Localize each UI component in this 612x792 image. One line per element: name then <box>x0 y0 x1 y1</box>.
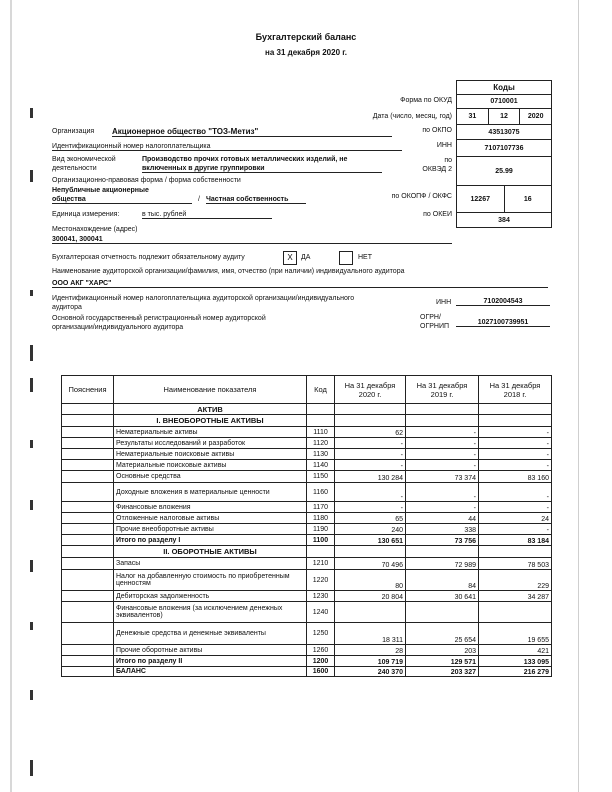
notes-cell <box>62 667 114 677</box>
value-2018: - <box>479 460 552 471</box>
notes-cell <box>62 513 114 524</box>
header-2019: На 31 декабря 2019 г. <box>406 376 479 404</box>
row-code: 1230 <box>307 591 335 602</box>
value-2019: 203 <box>406 645 479 656</box>
value-2020: - <box>335 483 406 502</box>
audit-question: Бухгалтерская отчетность подлежит обязательному аудиту <box>52 254 245 261</box>
value-2018: 19 655 <box>479 623 552 645</box>
location-value: 300041, 300041 <box>52 236 452 244</box>
value-2020: 240 <box>335 524 406 535</box>
page-left-edge <box>10 0 12 792</box>
table-row <box>62 645 552 656</box>
row-code: 1160 <box>307 483 335 502</box>
value-2018: 78 503 <box>479 558 552 570</box>
okopf-value: 12267 <box>457 186 505 212</box>
value-2019 <box>406 602 479 623</box>
value-2019: 203 327 <box>406 667 479 677</box>
date-day: 31 <box>457 109 489 124</box>
section1-title-row <box>62 415 552 427</box>
value-2019: 25 654 <box>406 623 479 645</box>
auditor-inn-short: ИНН <box>436 299 452 306</box>
audit-yes-checkbox[interactable]: X <box>283 251 297 265</box>
table-row <box>62 535 552 546</box>
okved-label-2: ОКВЭД 2 <box>422 166 452 173</box>
row-code: 1200 <box>307 656 335 667</box>
okopf-code <box>457 186 551 213</box>
row-name: Финансовые вложения <box>114 502 307 513</box>
okud-code: 0710001 <box>457 95 551 109</box>
empty-cell <box>479 415 552 427</box>
codes-header: Коды <box>457 81 551 95</box>
inn-code: 7107107736 <box>457 140 551 157</box>
notes-cell <box>62 591 114 602</box>
row-code: 1600 <box>307 667 335 677</box>
row-name: Запасы <box>114 558 307 570</box>
row-code: 1170 <box>307 502 335 513</box>
location-label: Местонахождение (адрес) <box>52 226 138 233</box>
form-value-2: общества <box>52 196 192 204</box>
audit-yes-label: ДА <box>301 254 311 261</box>
table-row <box>62 591 552 602</box>
value-2019: - <box>406 438 479 449</box>
row-code: 1140 <box>307 460 335 471</box>
okved-label-1: по <box>444 157 452 164</box>
section2-title-row <box>62 546 552 558</box>
table-row <box>62 602 552 623</box>
section2-title-row-label: II. ОБОРОТНЫЕ АКТИВЫ <box>114 546 307 558</box>
audit-no-label: НЕТ <box>358 254 372 261</box>
notes-cell <box>62 645 114 656</box>
okopf-label: по ОКОПФ / ОКФС <box>391 193 452 200</box>
value-2019: 44 <box>406 513 479 524</box>
form-slash: / <box>198 196 200 203</box>
value-2019: 338 <box>406 524 479 535</box>
header-name: Наименование показателя <box>114 376 307 404</box>
row-name: Прочие внеоборотные активы <box>114 524 307 535</box>
row-name: Итого по разделу I <box>114 535 307 546</box>
table-row <box>62 656 552 667</box>
activity-value-2: включенных в другие группировки <box>142 165 382 173</box>
row-name: Основные средства <box>114 471 307 483</box>
ownership-value: Частная собственность <box>206 196 306 204</box>
header-2020: На 31 декабря 2020 г. <box>335 376 406 404</box>
notes-cell <box>62 558 114 570</box>
row-code: 1220 <box>307 570 335 591</box>
notes-cell <box>62 502 114 513</box>
table-row <box>62 513 552 524</box>
table-row <box>62 471 552 483</box>
activity-label-1: Вид экономической <box>52 156 116 163</box>
form-value-1: Непубличные акционерные <box>52 187 149 194</box>
row-name: Нематериальные поисковые активы <box>114 449 307 460</box>
row-code: 1260 <box>307 645 335 656</box>
row-code: 1180 <box>307 513 335 524</box>
okei-code: 384 <box>498 216 510 224</box>
row-code: 1100 <box>307 535 335 546</box>
value-2020: 28 <box>335 645 406 656</box>
empty-cell <box>335 546 406 558</box>
value-2020: 130 284 <box>335 471 406 483</box>
value-2020: - <box>335 460 406 471</box>
value-2020: 62 <box>335 427 406 438</box>
value-2020: - <box>335 502 406 513</box>
table-row <box>62 558 552 570</box>
notes-cell <box>62 415 114 427</box>
table-row <box>62 438 552 449</box>
row-code: 1120 <box>307 438 335 449</box>
empty-cell <box>307 415 335 427</box>
empty-cell <box>335 415 406 427</box>
activity-label-2: деятельности <box>52 165 97 172</box>
value-2020: 20 804 <box>335 591 406 602</box>
notes-cell <box>62 471 114 483</box>
empty-cell <box>307 546 335 558</box>
value-2018: - <box>479 483 552 502</box>
notes-cell <box>62 449 114 460</box>
form-label: Организационно-правовая форма / форма собственности <box>52 177 241 184</box>
unit-value: в тыс. рублей <box>142 211 272 219</box>
auditor-name: ООО АКГ "ХАРС" <box>52 280 548 288</box>
value-2020: - <box>335 449 406 460</box>
row-code: 1250 <box>307 623 335 645</box>
value-2019: 30 641 <box>406 591 479 602</box>
value-2019: 73 374 <box>406 471 479 483</box>
notes-cell <box>62 656 114 667</box>
org-name: Акционерное общество "ТОЗ-Метиз" <box>112 127 392 137</box>
notes-cell <box>62 404 114 415</box>
value-2019: - <box>406 483 479 502</box>
balance-table <box>61 375 552 677</box>
empty-cell <box>406 546 479 558</box>
empty-cell <box>335 404 406 415</box>
auditor-inn-label-2: аудитора <box>52 304 82 311</box>
notes-cell <box>62 546 114 558</box>
ogrn-short-2: ОГРНИП <box>420 323 450 330</box>
value-2020: 65 <box>335 513 406 524</box>
row-name: Дебиторская задолженность <box>114 591 307 602</box>
value-2020: 109 719 <box>335 656 406 667</box>
okei-label: по ОКЕИ <box>423 211 452 218</box>
row-name: Денежные средства и денежные эквиваленты <box>114 623 307 645</box>
table-row <box>62 460 552 471</box>
okfs-value: 16 <box>523 195 532 203</box>
value-2018: - <box>479 524 552 535</box>
date-code <box>457 109 551 125</box>
value-2020 <box>335 602 406 623</box>
value-2018: 216 279 <box>479 667 552 677</box>
page-right-edge <box>578 0 579 792</box>
value-2018: - <box>479 449 552 460</box>
ogrn-label-2: организации/индивидуального аудитора <box>52 324 184 331</box>
value-2018: - <box>479 438 552 449</box>
date-label: Дата (число, месяц, год) <box>372 113 452 120</box>
notes-cell <box>62 460 114 471</box>
notes-cell <box>62 570 114 591</box>
row-name: Доходные вложения в материальные ценности <box>114 483 307 502</box>
value-2018: 229 <box>479 570 552 591</box>
value-2018: 83 184 <box>479 535 552 546</box>
value-2020: 130 651 <box>335 535 406 546</box>
row-code: 1190 <box>307 524 335 535</box>
active-title-row <box>62 404 552 415</box>
value-2019: - <box>406 449 479 460</box>
value-2020: 240 370 <box>335 667 406 677</box>
okud-label: Форма по ОКУД <box>400 97 452 104</box>
notes-cell <box>62 602 114 623</box>
row-code: 1240 <box>307 602 335 623</box>
auditor-inn: 7102004543 <box>456 298 550 306</box>
notes-cell <box>62 427 114 438</box>
value-2019: - <box>406 502 479 513</box>
table-row <box>62 427 552 438</box>
date-month: 12 <box>489 109 521 124</box>
unit-label: Единица измерения: <box>52 211 120 218</box>
ogrn-label-1: Основной государственный регистрационный номер аудиторской <box>52 315 266 322</box>
active-title-row-label: АКТИВ <box>114 404 307 415</box>
ogrn-short-1: ОГРН/ <box>420 314 441 321</box>
header-code: Код <box>307 376 335 404</box>
value-2020: - <box>335 438 406 449</box>
date-year: 2020 <box>527 113 544 120</box>
audit-no-checkbox[interactable] <box>339 251 353 265</box>
table-header-row <box>62 376 552 404</box>
empty-cell <box>406 404 479 415</box>
table-row <box>62 623 552 645</box>
value-2020: 18 311 <box>335 623 406 645</box>
activity-value-1: Производство прочих готовых металлических изделий, не <box>142 156 348 163</box>
notes-cell <box>62 535 114 546</box>
value-2019: - <box>406 427 479 438</box>
value-2018: 83 160 <box>479 471 552 483</box>
row-code: 1110 <box>307 427 335 438</box>
empty-cell <box>479 546 552 558</box>
row-name: Отложенные налоговые активы <box>114 513 307 524</box>
section1-title-row-label: I. ВНЕОБОРОТНЫЕ АКТИВЫ <box>114 415 307 427</box>
value-2020: 70 496 <box>335 558 406 570</box>
empty-cell <box>406 415 479 427</box>
value-2018: 34 287 <box>479 591 552 602</box>
page-date: на 31 декабря 2020 г. <box>265 48 347 57</box>
notes-cell <box>62 524 114 535</box>
table-row <box>62 502 552 513</box>
codes-box <box>456 80 552 228</box>
row-name: Результаты исследований и разработок <box>114 438 307 449</box>
table-row <box>62 570 552 591</box>
value-2018 <box>479 602 552 623</box>
value-2019: 129 571 <box>406 656 479 667</box>
table-row <box>62 483 552 502</box>
empty-cell <box>479 404 552 415</box>
notes-cell <box>62 438 114 449</box>
row-code: 1130 <box>307 449 335 460</box>
value-2018: - <box>479 502 552 513</box>
value-2019: - <box>406 460 479 471</box>
okpo-label: по ОКПО <box>422 127 452 134</box>
value-2018: 133 095 <box>479 656 552 667</box>
row-name: Прочие оборотные активы <box>114 645 307 656</box>
inn-label-short: ИНН <box>436 142 452 149</box>
notes-cell <box>62 623 114 645</box>
value-2018: - <box>479 427 552 438</box>
table-row <box>62 449 552 460</box>
okpo-code: 43513075 <box>457 125 551 140</box>
table-row <box>62 524 552 535</box>
row-name: БАЛАНС <box>114 667 307 677</box>
value-2019: 73 756 <box>406 535 479 546</box>
value-2020: 80 <box>335 570 406 591</box>
value-2019: 84 <box>406 570 479 591</box>
value-2018: 24 <box>479 513 552 524</box>
org-label: Организация <box>52 128 95 135</box>
row-name: Налог на добавленную стоимость по приобретенным ценностям <box>114 570 307 591</box>
row-name: Итого по разделу II <box>114 656 307 667</box>
okved-code: 25.99 <box>457 157 551 186</box>
table-row <box>62 667 552 677</box>
value-2019: 72 989 <box>406 558 479 570</box>
header-notes: Пояснения <box>62 376 114 404</box>
page-title: Бухгалтерский баланс <box>255 32 357 42</box>
empty-cell <box>307 404 335 415</box>
header-2018: На 31 декабря 2018 г. <box>479 376 552 404</box>
inn-label: Идентификационный номер налогоплательщика <box>52 143 402 151</box>
ogrn-value: 1027100739951 <box>456 319 550 327</box>
notes-cell <box>62 483 114 502</box>
row-name: Финансовые вложения (за исключением денежных эквивалентов) <box>114 602 307 623</box>
row-code: 1150 <box>307 471 335 483</box>
row-name: Нематериальные активы <box>114 427 307 438</box>
auditor-label: Наименование аудиторской организации/фамилия, имя, отчество (при наличии) индивидуального аудитора <box>52 268 405 275</box>
row-code: 1210 <box>307 558 335 570</box>
value-2018: 421 <box>479 645 552 656</box>
row-name: Материальные поисковые активы <box>114 460 307 471</box>
auditor-inn-label-1: Идентификационный номер налогоплательщика аудиторской организации/индивидуального <box>52 295 355 302</box>
